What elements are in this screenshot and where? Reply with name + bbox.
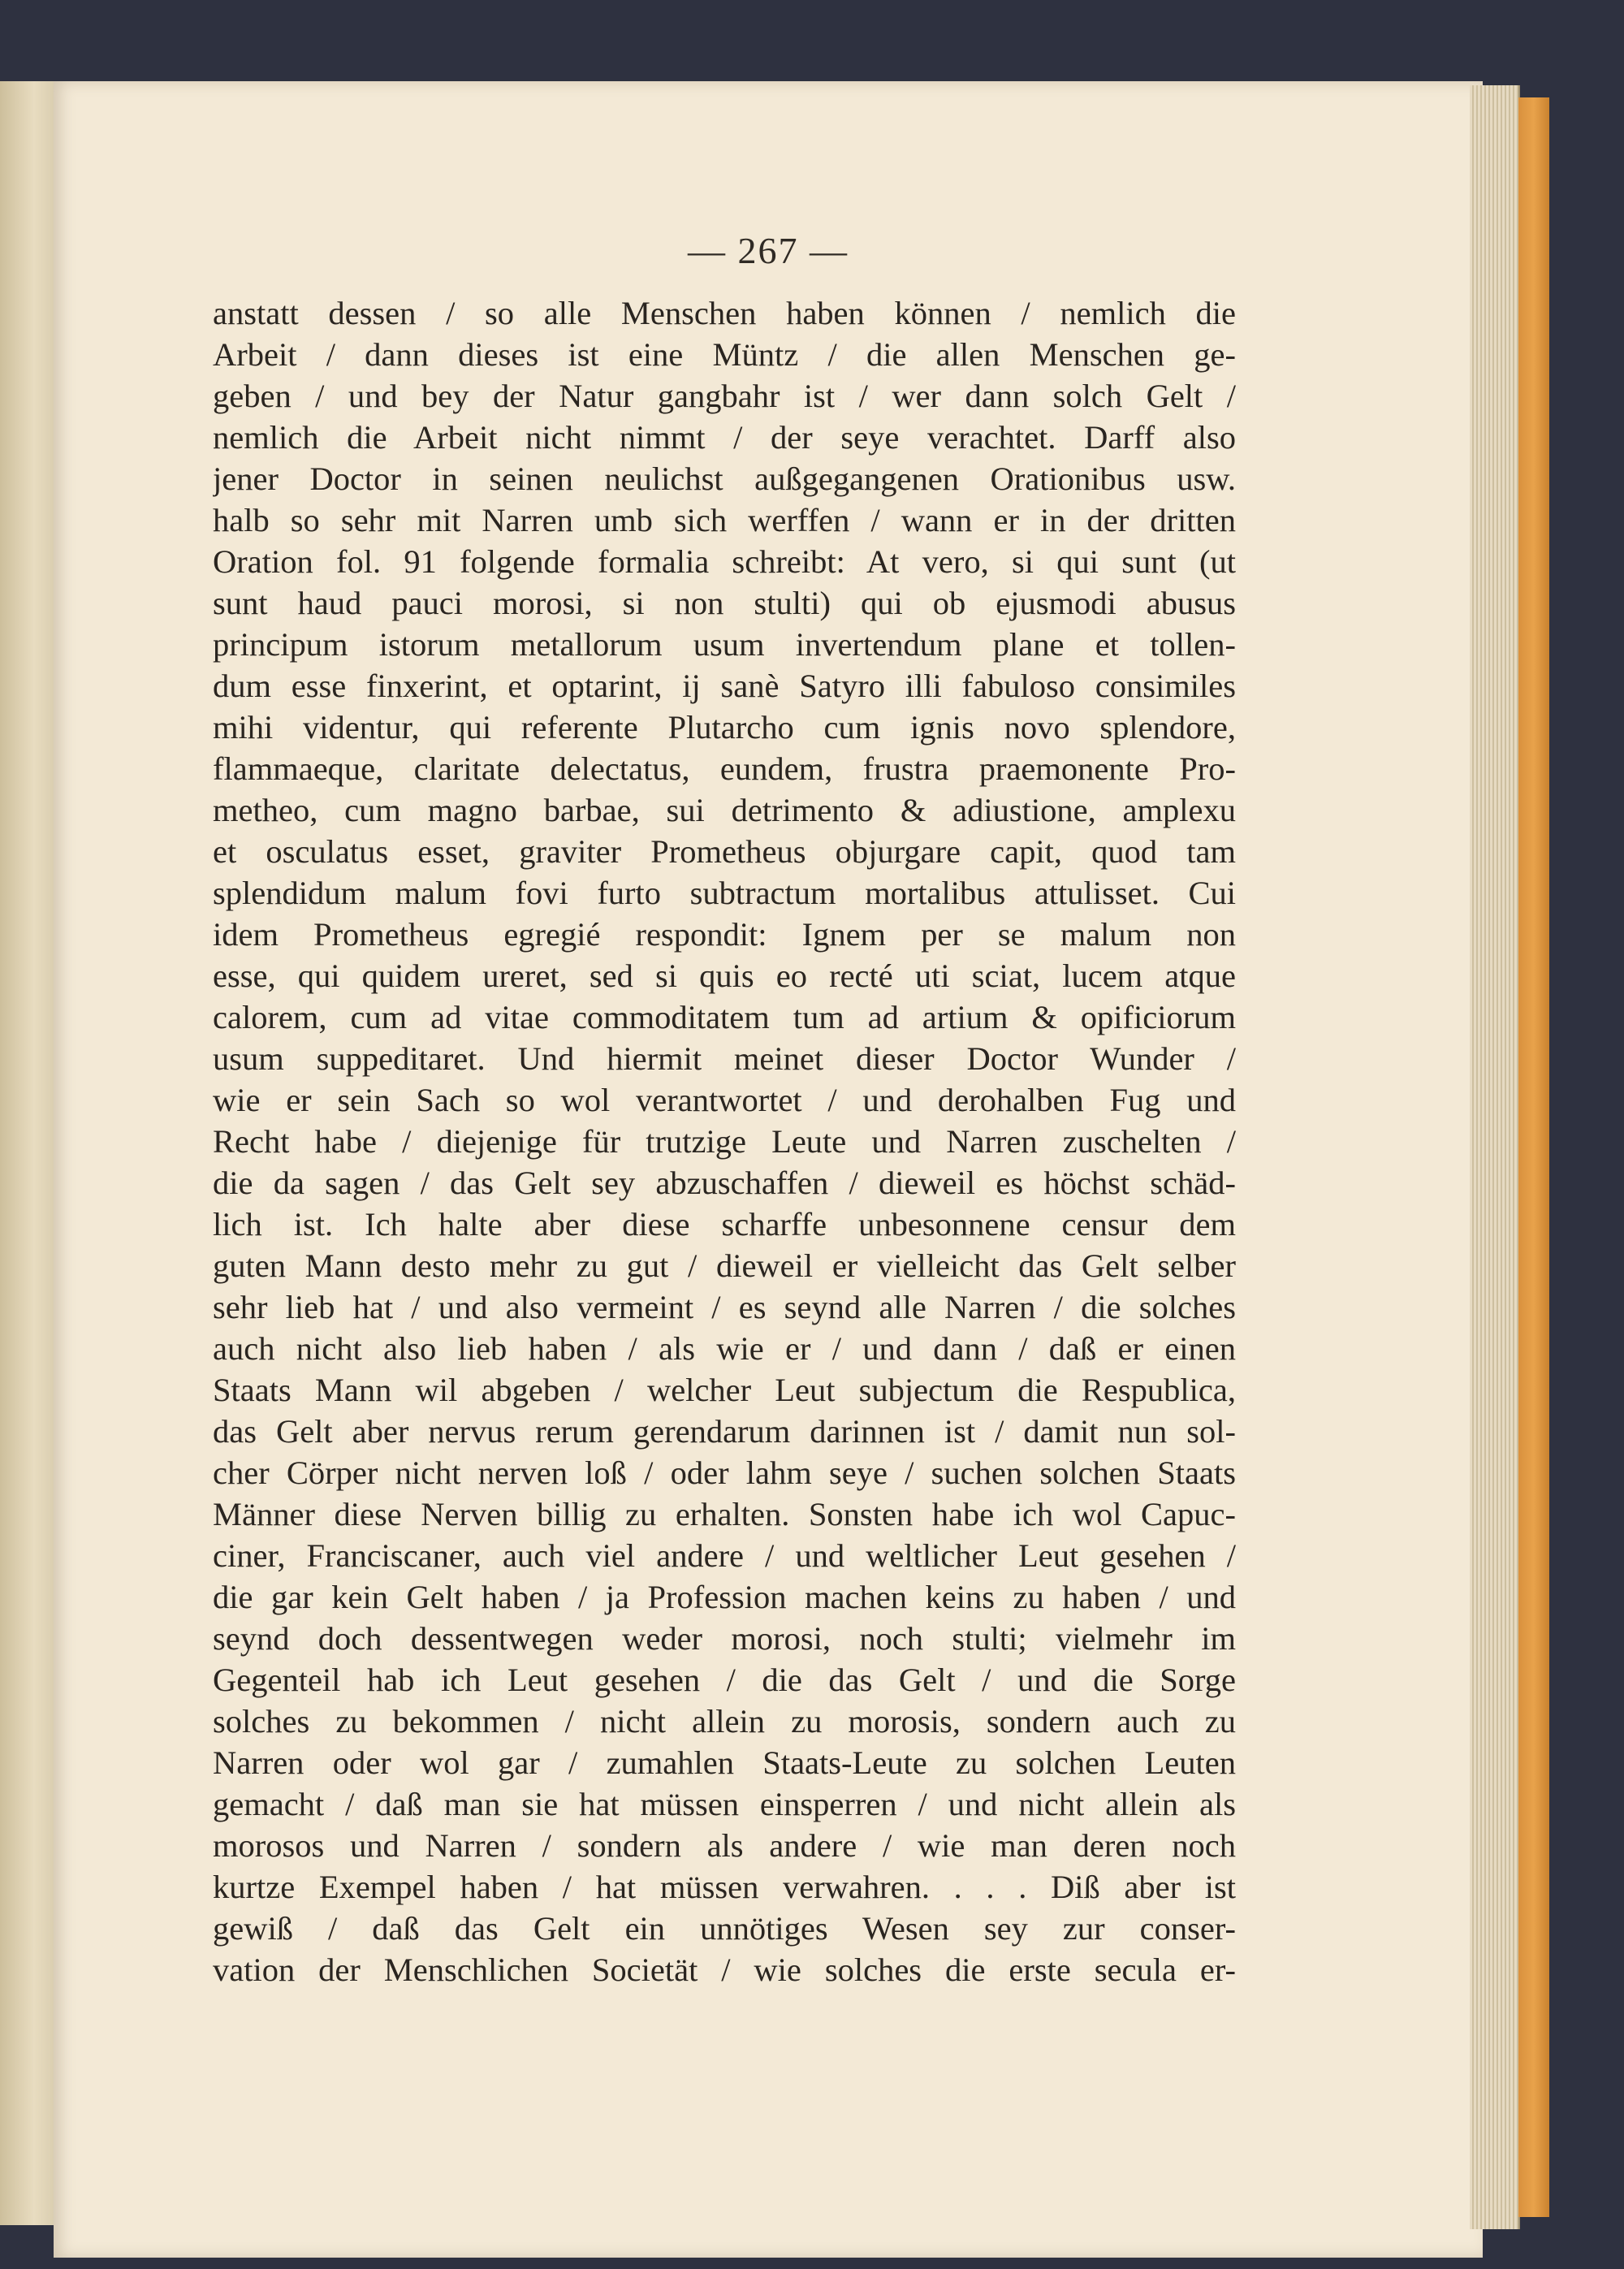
- text-line: auch nicht also lieb haben / als wie er / und dann / daß er einen: [213, 1330, 1236, 1367]
- text-line: gemacht / daß man sie hat müssen einsperren / und nicht allein als: [213, 1786, 1236, 1822]
- text-line: vation der Menschlichen Societät / wie solches die erste secula er-: [213, 1951, 1236, 1988]
- text-line: seynd doch dessentwegen weder morosi, noch stulti; vielmehr im: [213, 1620, 1236, 1657]
- text-line: cher Cörper nicht nerven loß / oder lahm seye / suchen solchen Staats: [213, 1454, 1236, 1491]
- text-line: kurtze Exempel haben / hat müssen verwahren. . . . Diß aber ist: [213, 1869, 1236, 1905]
- text-line: et osculatus esset, graviter Prometheus objurgare capit, quod tam: [213, 833, 1236, 870]
- text-line: lich ist. Ich halte aber diese scharffe unbesonnene censur dem: [213, 1206, 1236, 1243]
- text-line: principum istorum metallorum usum invertendum plane et tollen-: [213, 626, 1236, 663]
- text-line: sehr lieb hat / und also vermeint / es seynd alle Narren / die solches: [213, 1289, 1236, 1325]
- text-line: usum suppeditaret. Und hiermit meinet dieser Doctor Wunder /: [213, 1040, 1236, 1077]
- text-line: mihi videntur, qui referente Plutarcho cum ignis novo splendore,: [213, 709, 1236, 746]
- text-line: die gar kein Gelt haben / ja Profession machen keins zu haben / und: [213, 1579, 1236, 1615]
- text-line: geben / und bey der Natur gangbahr ist / wer dann solch Gelt /: [213, 378, 1236, 414]
- text-line: ciner, Franciscaner, auch viel andere / und weltlicher Leut gesehen /: [213, 1537, 1236, 1574]
- book-cover-edge: [1518, 97, 1549, 2217]
- page-number: — 267 —: [688, 230, 849, 271]
- text-line: Gegenteil hab ich Leut gesehen / die das Gelt / und die Sorge: [213, 1662, 1236, 1698]
- text-line: wie er sein Sach so wol verantwortet / und derohalben Fug und: [213, 1082, 1236, 1118]
- text-line: metheo, cum magno barbae, sui detrimento & adiustione, amplexu: [213, 792, 1236, 828]
- text-line: flammaeque, claritate delectatus, eundem, frustra praemonente Pro-: [213, 750, 1236, 787]
- text-line: sunt haud pauci morosi, si non stulti) qui ob ejusmodi abusus: [213, 585, 1236, 621]
- text-line: Recht habe / diejenige für trutzige Leute und Narren zuschelten /: [213, 1123, 1236, 1160]
- text-line: idem Prometheus egregié respondit: Ignem per se malum non: [213, 916, 1236, 953]
- text-line: solches zu bekommen / nicht allein zu morosis, sondern auch zu: [213, 1703, 1236, 1740]
- text-line: Oration fol. 91 folgende formalia schreibt: At vero, si qui sunt (ut: [213, 543, 1236, 580]
- text-line: die da sagen / das Gelt sey abzuschaffen / dieweil es höchst schäd-: [213, 1165, 1236, 1201]
- text-line: calorem, cum ad vitae commoditatem tum ad artium & opificiorum: [213, 999, 1236, 1035]
- body-text: [213, 292, 1236, 1990]
- page-stack-edge: [1470, 85, 1520, 2229]
- text-line: nemlich die Arbeit nicht nimmt / der seye verachtet. Darff also: [213, 419, 1236, 456]
- text-line: Männer diese Nerven billig zu erhalten. Sonsten habe ich wol Capuc-: [213, 1496, 1236, 1532]
- text-line: jener Doctor in seinen neulichst außgegangenen Orationibus usw.: [213, 460, 1236, 497]
- left-page-edge: [0, 81, 58, 2225]
- text-line: morosos und Narren / sondern als andere / wie man deren noch: [213, 1827, 1236, 1864]
- text-line: anstatt dessen / so alle Menschen haben können / nemlich die: [213, 295, 1236, 331]
- text-line: halb so sehr mit Narren umb sich werffen / wann er in der dritten: [213, 502, 1236, 538]
- text-line: esse, qui quidem ureret, sed si quis eo recté uti sciat, lucem atque: [213, 957, 1236, 994]
- text-line: splendidum malum fovi furto subtractum mortalibus attulisset. Cui: [213, 875, 1236, 911]
- text-line: guten Mann desto mehr zu gut / dieweil er vielleicht das Gelt selber: [213, 1247, 1236, 1284]
- text-line: gewiß / daß das Gelt ein unnötiges Wesen sey zur conser-: [213, 1910, 1236, 1947]
- text-line: Arbeit / dann dieses ist eine Müntz / die allen Menschen ge-: [213, 336, 1236, 373]
- text-line: das Gelt aber nervus rerum gerendarum darinnen ist / damit nun sol-: [213, 1413, 1236, 1450]
- text-line: Staats Mann wil abgeben / welcher Leut subjectum die Respublica,: [213, 1372, 1236, 1408]
- text-line: dum esse finxerint, et optarint, ij sanè Satyro illi fabuloso consimiles: [213, 668, 1236, 704]
- text-line: Narren oder wol gar / zumahlen Staats-Leute zu solchen Leuten: [213, 1744, 1236, 1781]
